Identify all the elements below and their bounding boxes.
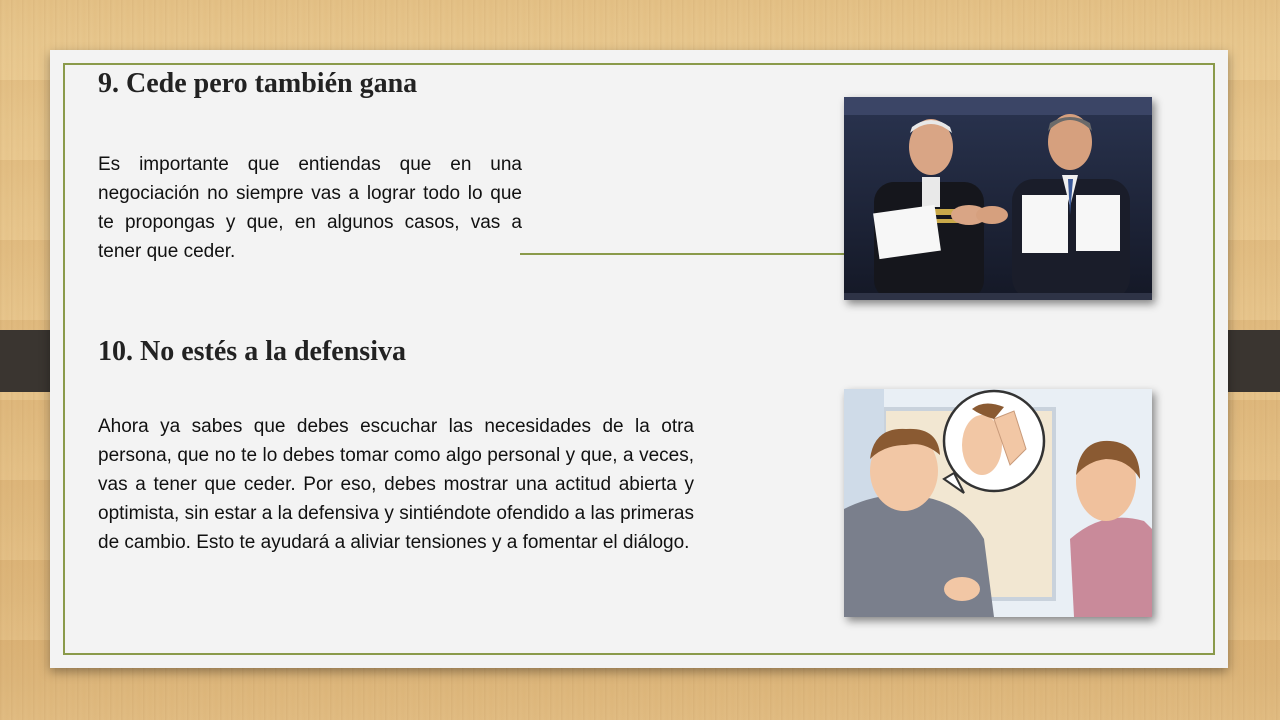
divider-line [520,253,850,255]
section-text-10: Ahora ya sabes que debes escuchar las necesidades de la otra persona, que no te lo debes tomar como algo personal y que, a veces, vas a tener que ceder. Por eso, debes mostrar una actitud abierta y optimista, sin estar a la defensiva y sintiéndote ofendido a las primeras de cambio. Esto te ayudará a aliviar tensiones y a fomentar el diálogo. [98,416,694,553]
handshake-photo [844,97,1152,300]
slide-card [50,50,1228,668]
listening-illustration-photo [844,389,1152,617]
section-title-10: 10. No estés a la defensiva [98,336,406,367]
handshake-illustration [844,97,1152,300]
section-text-9: Es importante que entiendas que en una negociación no siempre vas a lograr todo lo que te propongas y que, en algunos casos, vas a tener que ceder. [98,154,522,262]
listening-illustration [844,389,1152,617]
section-title-9: 9. Cede pero también gana [98,68,418,99]
